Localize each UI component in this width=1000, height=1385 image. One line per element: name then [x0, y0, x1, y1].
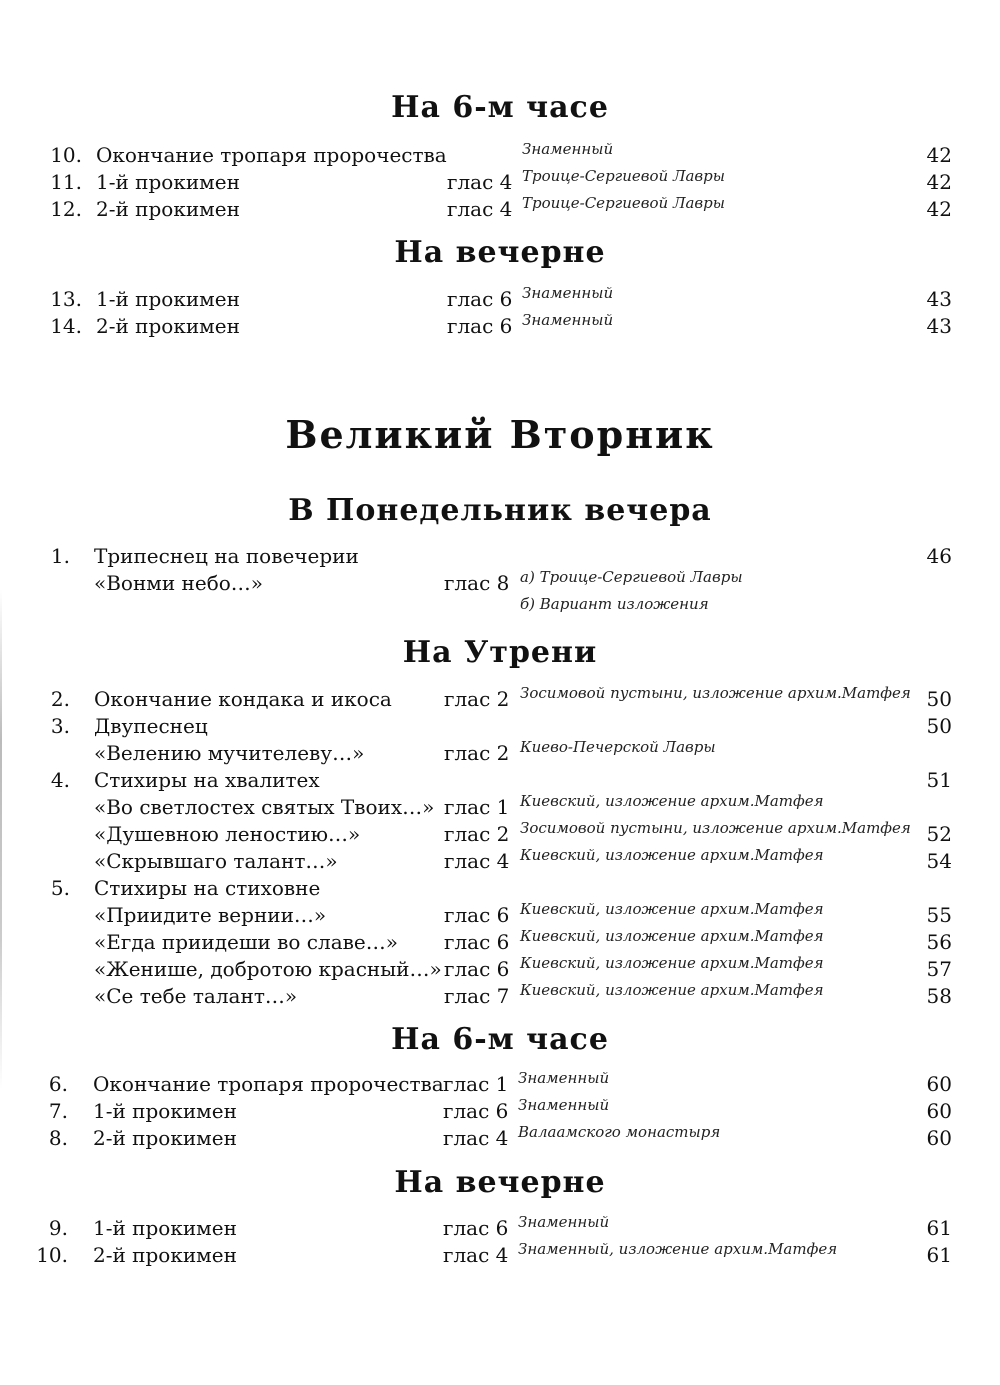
entry-source: Знаменный: [522, 311, 614, 329]
entry-title: 2-й прокимен: [93, 1126, 237, 1150]
entry-source: Зосимовой пустыни, изложение архим.Матфея: [520, 819, 911, 837]
entry-number: 12.: [50, 197, 82, 221]
entry-title: «Скрывшаго талант…»: [94, 849, 338, 873]
entry-page: 58: [926, 984, 952, 1008]
toc-entry: [0, 821, 1000, 847]
entry-source: Зосимовой пустыни, изложение архим.Матфея: [520, 684, 911, 702]
toc-entry: [0, 767, 1000, 793]
main-heading-great-tuesday: Великий Вторник: [285, 412, 715, 457]
entry-tone: глас 6: [447, 287, 513, 311]
entry-source: Валаамского монастыря: [518, 1123, 721, 1141]
toc-entry: [0, 956, 1000, 982]
entry-title: «Приидите вернии…»: [94, 903, 327, 927]
entry-tone: глас 6: [443, 1099, 509, 1123]
entry-tone: глас 6: [444, 903, 510, 927]
entry-source: Троице-Сергиевой Лавры: [522, 194, 725, 212]
toc-entry: [0, 794, 1000, 820]
toc-entry: [0, 1242, 1000, 1268]
toc-entry: [0, 543, 1000, 569]
entry-title: 2-й прокимен: [96, 314, 240, 338]
toc-entry: [0, 848, 1000, 874]
toc-entry: [0, 686, 1000, 712]
toc-entry: [0, 1071, 1000, 1097]
entry-tone: глас 2: [444, 687, 510, 711]
entry-source: Знаменный, изложение архим.Матфея: [518, 1240, 838, 1258]
entry-title: «Женише, добротою красный…»: [94, 957, 442, 981]
entry-number: 7.: [48, 1099, 68, 1123]
toc-entry: [0, 597, 1000, 623]
entry-page: 46: [926, 544, 952, 568]
section-heading-6th-hour-2: На 6-м часе: [391, 1022, 609, 1057]
entry-title: Окончание тропаря пророчества: [96, 143, 447, 167]
entry-source: Знаменный: [518, 1069, 610, 1087]
toc-entry: [0, 1125, 1000, 1151]
entry-tone: глас 1: [444, 795, 510, 819]
entry-page: 60: [926, 1126, 952, 1150]
section-heading-vespers: На вечерне: [394, 235, 606, 270]
entry-page: 52: [926, 822, 952, 846]
entry-page: 61: [926, 1216, 952, 1240]
entry-number: 1.: [50, 544, 70, 568]
entry-title: «Вонми небо…»: [94, 571, 264, 595]
section-heading-matins: На Утрени: [402, 635, 598, 670]
entry-tone: глас 4: [443, 1126, 509, 1150]
toc-entry: [0, 142, 1000, 168]
entry-page: 55: [926, 903, 952, 927]
entry-source: Знаменный: [522, 284, 614, 302]
entry-source: Киевский, изложение архим.Матфея: [520, 927, 824, 945]
entry-title: «Егда приидеши во славе…»: [94, 930, 398, 954]
entry-page: 50: [926, 687, 952, 711]
entry-number: 10.: [50, 143, 82, 167]
entry-page: 56: [926, 930, 952, 954]
section-heading-vespers-2: На вечерне: [394, 1165, 606, 1200]
entry-page: 51: [926, 768, 952, 792]
toc-entry: [0, 169, 1000, 195]
entry-source: Киево-Печерской Лавры: [520, 738, 716, 756]
entry-source: Киевский, изложение архим.Матфея: [520, 954, 824, 972]
entry-tone: глас 2: [444, 741, 510, 765]
entry-source: Знаменный: [518, 1096, 610, 1114]
toc-entry: [0, 983, 1000, 1009]
entry-title: «Се тебе талант…»: [94, 984, 298, 1008]
entry-page: 42: [926, 143, 952, 167]
entry-title: Трипеснец на повечерии: [94, 544, 359, 568]
toc-entry: [0, 196, 1000, 222]
entry-page: 43: [926, 314, 952, 338]
entry-number: 9.: [48, 1216, 68, 1240]
entry-page: 61: [926, 1243, 952, 1267]
entry-title: 1-й прокимен: [93, 1216, 237, 1240]
entry-title: Стихиры на хвалитех: [94, 768, 320, 792]
entry-title: 1-й прокимен: [93, 1099, 237, 1123]
entry-page: 42: [926, 197, 952, 221]
entry-number: 8.: [48, 1126, 68, 1150]
toc-entry: [0, 713, 1000, 739]
toc-entry: [0, 740, 1000, 766]
entry-source: а) Троице-Сергиевой Лавры: [520, 568, 743, 586]
entry-page: 43: [926, 287, 952, 311]
entry-source: б) Вариант изложения: [520, 595, 709, 613]
entry-page: 50: [926, 714, 952, 738]
entry-source: Киевский, изложение архим.Матфея: [520, 900, 824, 918]
entry-title: 1-й прокимен: [96, 287, 240, 311]
section-heading-monday-evening: В Понедельник вечера: [288, 493, 712, 528]
toc-entry: [0, 1098, 1000, 1124]
entry-title: «Душевною леностию…»: [94, 822, 361, 846]
entry-number: 5.: [50, 876, 70, 900]
entry-tone: глас 1: [443, 1072, 509, 1096]
entry-title: «Во светлостех святых Твоих…»: [94, 795, 435, 819]
entry-source: Знаменный: [522, 140, 614, 158]
entry-source: Киевский, изложение архим.Матфея: [520, 981, 824, 999]
toc-entry: [0, 1215, 1000, 1241]
entry-tone: глас 4: [447, 197, 513, 221]
entry-tone: глас 4: [443, 1243, 509, 1267]
entry-title: Окончание тропаря пророчества: [93, 1072, 444, 1096]
toc-entry: [0, 313, 1000, 339]
entry-title: Двупеснец: [94, 714, 208, 738]
entry-number: 2.: [50, 687, 70, 711]
entry-source: Киевский, изложение архим.Матфея: [520, 792, 824, 810]
entry-number: 6.: [48, 1072, 68, 1096]
entry-page: 54: [926, 849, 952, 873]
toc-entry: [0, 570, 1000, 596]
entry-title: 2-й прокимен: [93, 1243, 237, 1267]
entry-title: 2-й прокимен: [96, 197, 240, 221]
entry-page: 60: [926, 1072, 952, 1096]
entry-page: 57: [926, 957, 952, 981]
entry-source: Киевский, изложение архим.Матфея: [520, 846, 824, 864]
entry-number: 14.: [50, 314, 82, 338]
entry-title: Стихиры на стиховне: [94, 876, 321, 900]
entry-tone: глас 6: [443, 1216, 509, 1240]
entry-number: 4.: [50, 768, 70, 792]
entry-number: 13.: [50, 287, 82, 311]
entry-source: Знаменный: [518, 1213, 610, 1231]
toc-entry: [0, 286, 1000, 312]
entry-title: Окончание кондака и икоса: [94, 687, 392, 711]
entry-number: 11.: [50, 170, 82, 194]
entry-page: 42: [926, 170, 952, 194]
scan-edge-shadow: [0, 590, 2, 1090]
entry-tone: глас 7: [444, 984, 510, 1008]
entry-tone: глас 6: [444, 957, 510, 981]
entry-tone: глас 6: [444, 930, 510, 954]
entry-page: 60: [926, 1099, 952, 1123]
entry-title: «Велению мучителеву…»: [94, 741, 365, 765]
entry-source: Троице-Сергиевой Лавры: [522, 167, 725, 185]
entry-number: 10.: [36, 1243, 68, 1267]
entry-tone: глас 2: [444, 822, 510, 846]
section-heading-6th-hour: На 6-м часе: [391, 90, 609, 125]
entry-title: 1-й прокимен: [96, 170, 240, 194]
entry-tone: глас 4: [444, 849, 510, 873]
entry-number: 3.: [50, 714, 70, 738]
entry-tone: глас 6: [447, 314, 513, 338]
toc-entry: [0, 875, 1000, 901]
entry-tone: глас 8: [444, 571, 510, 595]
entry-tone: глас 4: [447, 170, 513, 194]
toc-entry: [0, 902, 1000, 928]
toc-entry: [0, 929, 1000, 955]
